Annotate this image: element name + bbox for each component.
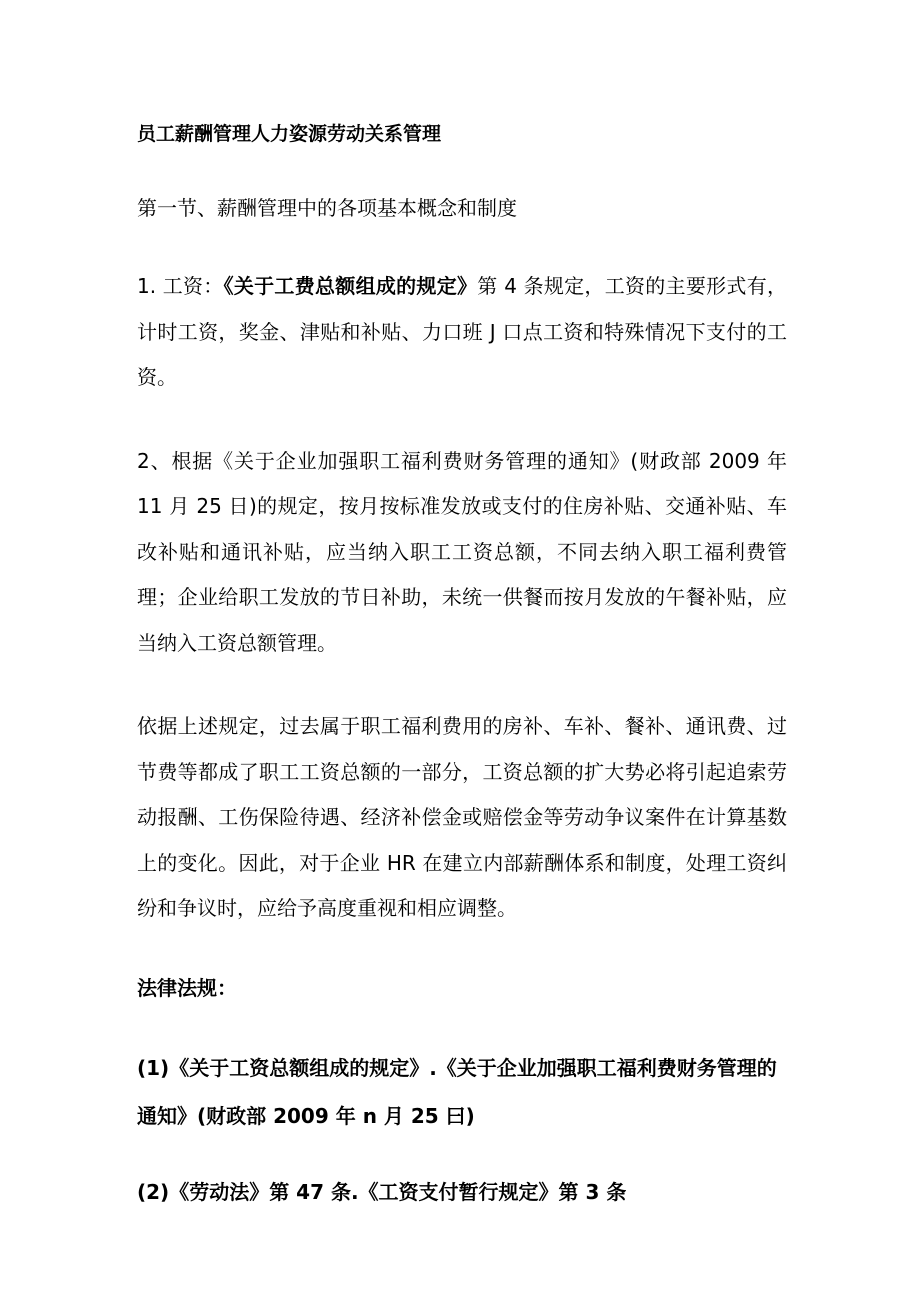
item-1-text: 第 4 条规定，工资的主要形式有，计时工资，奖金、津贴和补贴、力口班 J 口点工资和特殊情况下支付的工资。 [137,274,787,389]
item-1-prefix: 1. 工资： [137,274,224,298]
document-title: 员工薪酬管理人力姿源劳动关系管理 [137,123,442,145]
law-item-2: (2)《劳动法》第 47 条.《工资支付暂行规定》第 3 条 [137,1179,627,1204]
document-body [137,116,787,1244]
item-1-regulation: 《关于工费总额组成的规定》 [223,274,478,298]
paragraph-item-1 [137,264,787,401]
laws-label: 法律法规： [137,975,237,1000]
paragraph-analysis: 依据上述规定，过去属于职工福利费用的房补、车补、餐补、通讯费、过节费等都成了职工工资总额的一部分，工资总额的扩大势必将引起追索劳动报酬、工伤保险待遇、经济补偿金或赔偿金等劳动争议案件在计算基数上的变化。因此，对于企业 HR 在建立内部薪酬体系和制度，处理工资纠纷和争议时，应给予高度重视和相应调整。 [137,714,787,920]
section-heading: 第一节、薪酬管理中的各项基本概念和制度 [137,196,517,220]
law-item-1: (1)《关于工资总额组成的规定》.《关于企业加强职工福利费财务管理的通知》(财政部 2009 年 n 月 25 曰) [137,1055,777,1128]
paragraph-item-2: 2、根据《关于企业加强职工福利费财务管理的通知》(财政部 2009 年 11 月 25 日)的规定，按月按标准发放或支付的住房补贴、交通补贴、车改补贴和通讯补贴，应当纳入职工工资总额，不同去纳入职工福利费管理；企业给职工发放的节日补助，未统一供餐而按月发放的午餐补贴，应当纳入工资总额管理。 [137,448,787,655]
